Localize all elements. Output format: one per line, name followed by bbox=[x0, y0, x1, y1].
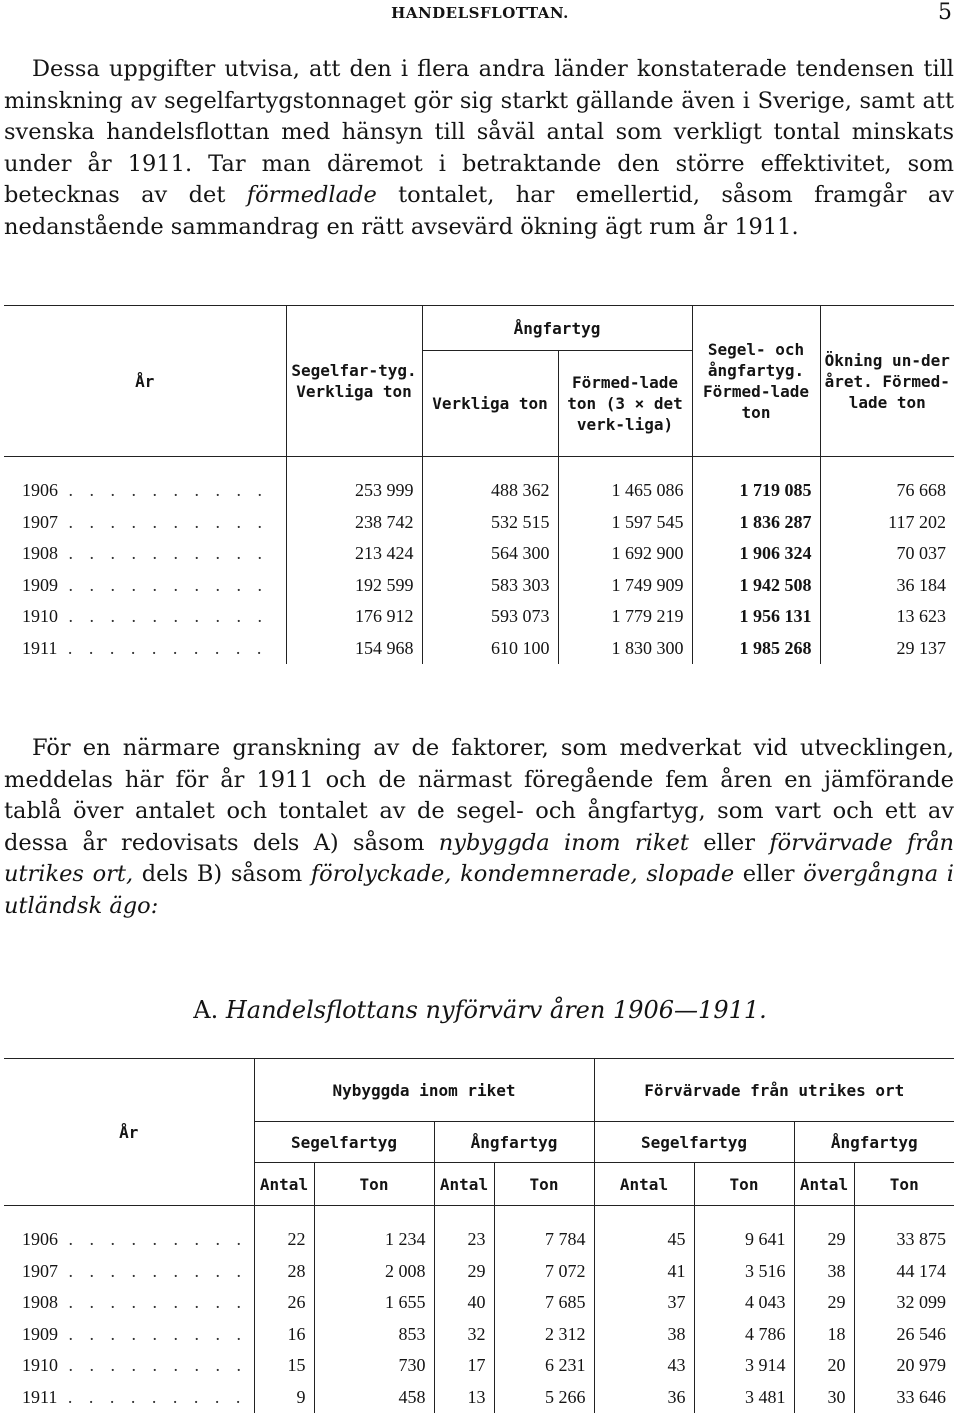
comparison-text-4: eller bbox=[734, 861, 804, 887]
t2-f-steam-n: 29 bbox=[794, 1287, 854, 1319]
t2-f-sail-n: 36 bbox=[594, 1382, 694, 1414]
t1-combined: 1 942 508 bbox=[692, 570, 820, 602]
t1-combined: 1 836 287 bbox=[692, 507, 820, 539]
t2-f-steam-t: 20 979 bbox=[854, 1350, 954, 1382]
t1-increase: 36 184 bbox=[820, 570, 954, 602]
t2-header-foreign: Förvärvade från utrikes ort bbox=[594, 1059, 954, 1122]
comparison-italic-2: förvärvade från utrikes ort, bbox=[4, 829, 955, 887]
t1-increase: 117 202 bbox=[820, 507, 954, 539]
t2-f-sail-n: 38 bbox=[594, 1319, 694, 1351]
t1-sail: 238 742 bbox=[286, 507, 422, 539]
running-header-title: HANDELSFLOTTAN. bbox=[391, 4, 569, 22]
t1-steam-mediated: 1 692 900 bbox=[558, 538, 692, 570]
t2-d-steam-t: 7 685 bbox=[494, 1287, 594, 1319]
t1-steam-real: 532 515 bbox=[422, 507, 558, 539]
t2-header-tons: Ton bbox=[854, 1163, 954, 1206]
t2-d-sail-t: 853 bbox=[314, 1319, 434, 1351]
t2-header-foreign-sail: Segelfartyg bbox=[594, 1122, 794, 1163]
t1-header-year: År bbox=[135, 371, 155, 391]
table-row: 1911 . . . . . . . . . 9 458 13 5 266 36 3 481 30 33 646 bbox=[4, 1382, 954, 1414]
t2-d-sail-n: 15 bbox=[254, 1350, 314, 1382]
t2-d-sail-n: 16 bbox=[254, 1319, 314, 1351]
t2-header-foreign-steam: Ångfartyg bbox=[794, 1122, 954, 1163]
t2-f-steam-t: 32 099 bbox=[854, 1287, 954, 1319]
t1-sail: 176 912 bbox=[286, 601, 422, 633]
t2-d-sail-t: 2 008 bbox=[314, 1256, 434, 1288]
t1-combined: 1 985 268 bbox=[692, 633, 820, 665]
page-number: 5 bbox=[938, 0, 952, 25]
t1-combined: 1 956 131 bbox=[692, 601, 820, 633]
table-row: 1909 . . . . . . . . . 16 853 32 2 312 38 4 786 18 26 546 bbox=[4, 1319, 954, 1351]
t1-year: 1907 bbox=[22, 511, 58, 532]
t2-f-sail-n: 43 bbox=[594, 1350, 694, 1382]
comparison-italic-3: förolyckade, kondemnerade, slopade bbox=[310, 861, 735, 887]
t1-year: 1911 bbox=[22, 637, 58, 658]
t1-steam-real: 610 100 bbox=[422, 633, 558, 665]
t2-f-sail-t: 3 481 bbox=[694, 1382, 794, 1414]
t2-year: 1907 bbox=[22, 1260, 58, 1281]
t2-header-count: Antal bbox=[254, 1163, 314, 1206]
t2-d-steam-n: 32 bbox=[434, 1319, 494, 1351]
t2-f-steam-n: 29 bbox=[794, 1224, 854, 1256]
t2-year: 1908 bbox=[22, 1292, 58, 1313]
t2-d-steam-t: 7 072 bbox=[494, 1256, 594, 1288]
t2-d-steam-t: 5 266 bbox=[494, 1382, 594, 1414]
comparison-italic-1: nybyggda inom riket bbox=[438, 829, 689, 856]
t1-header-sail: Segelfar-tyg. Verkliga ton bbox=[286, 306, 422, 457]
table-row: 1906 . . . . . . . . . 22 1 234 23 7 784 45 9 641 29 33 875 bbox=[4, 1224, 954, 1256]
t2-f-steam-n: 38 bbox=[794, 1256, 854, 1288]
t2-header-count: Antal bbox=[794, 1163, 854, 1206]
t1-steam-mediated: 1 779 219 bbox=[558, 601, 692, 633]
table-row: 1911 . . . . . . . . . . 154 968 610 100 1 830 300 1 985 268 29 137 bbox=[4, 633, 954, 665]
t2-d-steam-n: 40 bbox=[434, 1287, 494, 1319]
t1-increase: 13 623 bbox=[820, 601, 954, 633]
table-row: 1908 . . . . . . . . . . 213 424 564 300 1 692 900 1 906 324 70 037 bbox=[4, 538, 954, 570]
t1-year: 1910 bbox=[22, 606, 58, 627]
t2-d-sail-t: 1 655 bbox=[314, 1287, 434, 1319]
t2-d-sail-n: 9 bbox=[254, 1382, 314, 1414]
t2-d-steam-n: 29 bbox=[434, 1256, 494, 1288]
t1-steam-real: 488 362 bbox=[422, 475, 558, 507]
new-acquisitions-table bbox=[4, 1058, 954, 1413]
t2-header-tons: Ton bbox=[314, 1163, 434, 1206]
t1-steam-real: 583 303 bbox=[422, 570, 558, 602]
t2-d-sail-t: 1 234 bbox=[314, 1224, 434, 1256]
comparison-paragraph bbox=[4, 733, 954, 922]
section-a-heading bbox=[0, 996, 960, 1024]
t1-header-combined: Segel- och ångfartyg. Förmed-lade ton bbox=[692, 306, 820, 457]
t2-f-sail-t: 9 641 bbox=[694, 1224, 794, 1256]
t2-f-sail-t: 3 914 bbox=[694, 1350, 794, 1382]
t2-d-sail-n: 28 bbox=[254, 1256, 314, 1288]
t2-f-steam-n: 30 bbox=[794, 1382, 854, 1414]
intro-paragraph bbox=[4, 54, 954, 243]
table-row: 1907 . . . . . . . . . 28 2 008 29 7 072 41 3 516 38 44 174 bbox=[4, 1256, 954, 1288]
section-a-label: A. bbox=[193, 996, 219, 1024]
t1-header-increase: Ökning un-der året. Förmed-lade ton bbox=[820, 306, 954, 457]
t2-f-steam-n: 18 bbox=[794, 1319, 854, 1351]
t2-header-year: År bbox=[119, 1122, 139, 1142]
t2-year: 1911 bbox=[22, 1386, 58, 1407]
t2-d-steam-t: 6 231 bbox=[494, 1350, 594, 1382]
t1-year: 1909 bbox=[22, 574, 58, 595]
t2-f-sail-t: 4 786 bbox=[694, 1319, 794, 1351]
table-row: 1909 . . . . . . . . . . 192 599 583 303 1 749 909 1 942 508 36 184 bbox=[4, 570, 954, 602]
t1-increase: 29 137 bbox=[820, 633, 954, 665]
t2-year: 1909 bbox=[22, 1323, 58, 1344]
t2-header-tons: Ton bbox=[494, 1163, 594, 1206]
t2-header-count: Antal bbox=[434, 1163, 494, 1206]
t2-d-sail-n: 26 bbox=[254, 1287, 314, 1319]
t1-sail: 154 968 bbox=[286, 633, 422, 665]
t1-combined: 1 719 085 bbox=[692, 475, 820, 507]
t2-d-sail-n: 22 bbox=[254, 1224, 314, 1256]
intro-text-2: tontalet, har emellertid, såsom framgår av nedanstående sammandrag en rätt avsevärd ökning ägt rum år 1911. bbox=[4, 182, 954, 240]
comparison-text-1: För en närmare granskning av de faktorer, som medverkat vid utvecklingen, meddelas här för år 1911 och de närmast föregående fem åren en jämförande tablå över antalet och tontalet av de segel- och ångfartyg, som vart och ett av dessa år redovisats dels A) såsom bbox=[4, 735, 954, 856]
t2-header-domestic: Nybyggda inom riket bbox=[254, 1059, 594, 1122]
t2-d-sail-t: 458 bbox=[314, 1382, 434, 1414]
t2-f-steam-t: 33 646 bbox=[854, 1382, 954, 1414]
t1-year: 1908 bbox=[22, 543, 58, 564]
t2-d-steam-n: 13 bbox=[434, 1382, 494, 1414]
t2-f-steam-n: 20 bbox=[794, 1350, 854, 1382]
t1-year: 1906 bbox=[22, 480, 58, 501]
t2-f-sail-t: 3 516 bbox=[694, 1256, 794, 1288]
t1-increase: 70 037 bbox=[820, 538, 954, 570]
t1-steam-mediated: 1 830 300 bbox=[558, 633, 692, 665]
section-a-title: Handelsflottans nyförvärv åren 1906—1911. bbox=[225, 996, 767, 1024]
t2-header-domestic-steam: Ångfartyg bbox=[434, 1122, 594, 1163]
t2-f-sail-n: 41 bbox=[594, 1256, 694, 1288]
t2-f-steam-t: 44 174 bbox=[854, 1256, 954, 1288]
t1-header-steam-real: Verkliga ton bbox=[422, 351, 558, 457]
fleet-tonnage-table bbox=[4, 305, 954, 664]
table-row: 1910 . . . . . . . . . . 176 912 593 073 1 779 219 1 956 131 13 623 bbox=[4, 601, 954, 633]
t1-steam-mediated: 1 465 086 bbox=[558, 475, 692, 507]
comparison-italic-4: övergångna i utländsk ägo: bbox=[4, 861, 954, 919]
t1-sail: 213 424 bbox=[286, 538, 422, 570]
comparison-text-3: dels B) såsom bbox=[133, 861, 311, 887]
t2-d-steam-n: 23 bbox=[434, 1224, 494, 1256]
t2-f-steam-t: 26 546 bbox=[854, 1319, 954, 1351]
t1-increase: 76 668 bbox=[820, 475, 954, 507]
t2-f-sail-n: 45 bbox=[594, 1224, 694, 1256]
t2-header-tons: Ton bbox=[694, 1163, 794, 1206]
t1-sail: 192 599 bbox=[286, 570, 422, 602]
t1-header-steam-group: Ångfartyg bbox=[422, 306, 692, 351]
t2-f-sail-n: 37 bbox=[594, 1287, 694, 1319]
t2-d-steam-t: 7 784 bbox=[494, 1224, 594, 1256]
table-row: 1907 . . . . . . . . . . 238 742 532 515 1 597 545 1 836 287 117 202 bbox=[4, 507, 954, 539]
t2-header-domestic-sail: Segelfartyg bbox=[254, 1122, 434, 1163]
t2-f-sail-t: 4 043 bbox=[694, 1287, 794, 1319]
table-row: 1910 . . . . . . . . . 15 730 17 6 231 43 3 914 20 20 979 bbox=[4, 1350, 954, 1382]
intro-italic-1: förmedlade bbox=[246, 182, 377, 208]
t1-combined: 1 906 324 bbox=[692, 538, 820, 570]
t1-sail: 253 999 bbox=[286, 475, 422, 507]
t1-steam-mediated: 1 597 545 bbox=[558, 507, 692, 539]
table-row: 1906 . . . . . . . . . . 253 999 488 362 1 465 086 1 719 085 76 668 bbox=[4, 475, 954, 507]
t1-header-steam-mediated: Förmed-lade ton (3 × det verk-liga) bbox=[558, 351, 692, 457]
t2-year: 1910 bbox=[22, 1355, 58, 1376]
t1-steam-mediated: 1 749 909 bbox=[558, 570, 692, 602]
t1-steam-real: 564 300 bbox=[422, 538, 558, 570]
intro-text-1: Dessa uppgifter utvisa, att den i flera andra länder konstaterade tendensen till minskning av segelfartygstonnaget gör sig starkt gällande även i Sverige, samt att svenska handelsflottan med hänsyn till såväl antal som verkligt tontal minskats under år 1911. Tar man däremot i betraktande den större effektivitet, som betecknas av det bbox=[4, 56, 954, 208]
t2-year: 1906 bbox=[22, 1229, 58, 1250]
comparison-text-2: eller bbox=[688, 829, 770, 856]
t2-d-sail-t: 730 bbox=[314, 1350, 434, 1382]
t2-header-count: Antal bbox=[594, 1163, 694, 1206]
t1-steam-real: 593 073 bbox=[422, 601, 558, 633]
t2-d-steam-t: 2 312 bbox=[494, 1319, 594, 1351]
table-row: 1908 . . . . . . . . . 26 1 655 40 7 685 37 4 043 29 32 099 bbox=[4, 1287, 954, 1319]
t2-d-steam-n: 17 bbox=[434, 1350, 494, 1382]
t2-f-steam-t: 33 875 bbox=[854, 1224, 954, 1256]
